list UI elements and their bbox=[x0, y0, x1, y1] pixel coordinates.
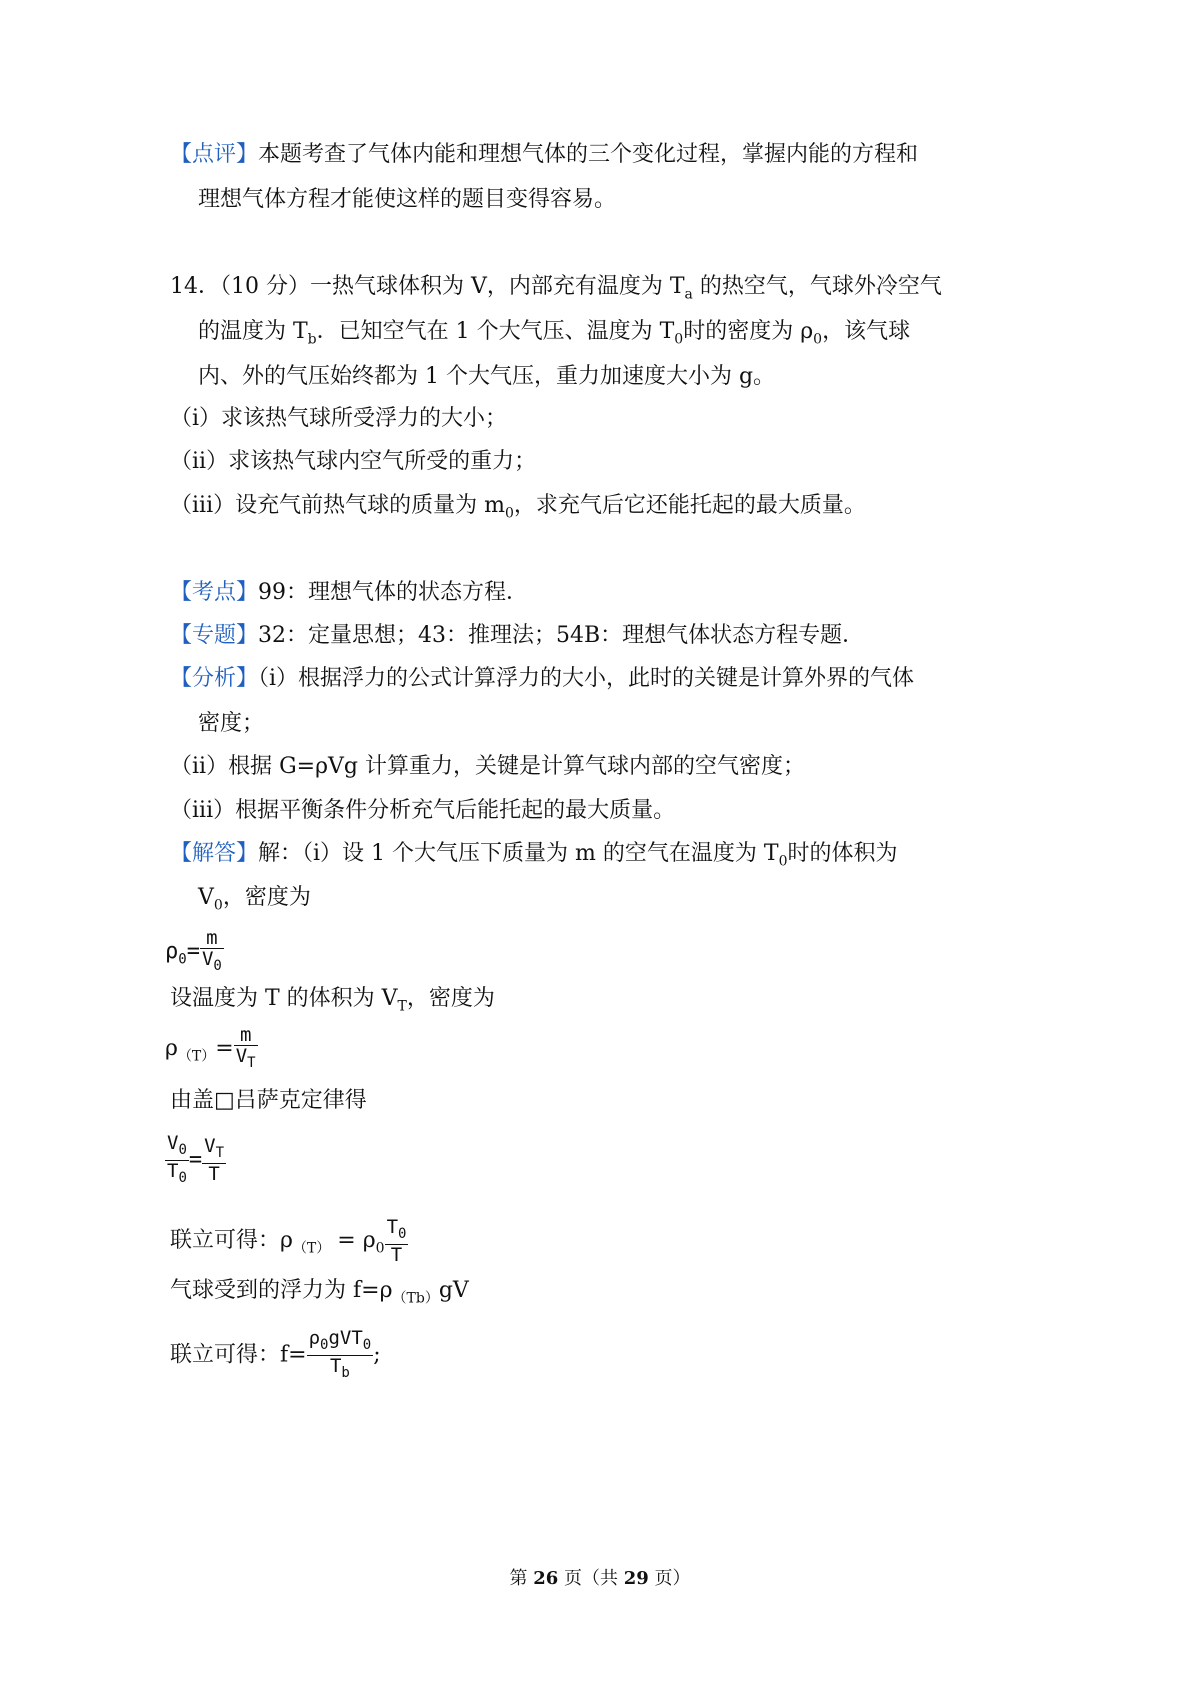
num-text: ρ bbox=[308, 1327, 321, 1349]
footer-text: 页（共 bbox=[558, 1568, 624, 1589]
numerator: m bbox=[234, 1025, 258, 1046]
problem-number: 14． bbox=[170, 274, 220, 299]
subscript: 0 bbox=[362, 1336, 372, 1353]
page-total: 29 bbox=[623, 1568, 649, 1589]
zhuanti-text: 32：定量思想；43：推理法；54B：理想气体状态方程专题． bbox=[258, 623, 865, 648]
jieda-text: 联立可得：ρ bbox=[170, 1228, 293, 1253]
subscript: a bbox=[684, 286, 693, 303]
subscript: 0 bbox=[398, 1225, 407, 1242]
fenxi-text: 密度； bbox=[198, 711, 265, 736]
problem-line-2 bbox=[198, 317, 910, 354]
fraction bbox=[200, 928, 224, 976]
review-tag: 【点评】 bbox=[170, 142, 259, 167]
problem-text: 的温度为 T bbox=[198, 319, 308, 344]
jieda-line-1 bbox=[170, 839, 898, 876]
question-3 bbox=[170, 491, 866, 528]
problem-text: 的热空气，气球外冷空气 bbox=[692, 274, 942, 299]
jieda-line-4 bbox=[170, 1086, 367, 1116]
jieda-text: 解：（i）设 1 个大气压下质量为 m 的空气在温度为 T bbox=[258, 841, 779, 866]
den-text: V bbox=[201, 948, 214, 970]
subscript: 0 bbox=[375, 1240, 385, 1257]
review-line-2 bbox=[198, 185, 616, 215]
fenxi-text: （i）根据浮力的公式计算浮力的大小，此时的关键是计算外界的气体 bbox=[258, 666, 915, 691]
denominator bbox=[234, 1046, 258, 1073]
fraction-buoyancy bbox=[307, 1328, 374, 1383]
problem-text: ，该气球 bbox=[822, 319, 911, 344]
question-text: （iii）设充气前热气球的质量为 m bbox=[170, 493, 505, 518]
problem-text: 内、外的气压始终都为 1 个大气压，重力加速度大小为 g。 bbox=[198, 364, 776, 389]
jieda-line-6 bbox=[170, 1276, 469, 1313]
question-2 bbox=[170, 447, 536, 477]
denominator: T bbox=[208, 1163, 220, 1186]
equation-density-0 bbox=[165, 928, 224, 979]
fenxi-text: （ii）根据 G=ρVg 计算重力，关键是计算气球内部的空气密度； bbox=[170, 754, 805, 779]
equals-sign: = bbox=[186, 938, 200, 964]
num-text: V bbox=[204, 1135, 216, 1158]
denominator: T bbox=[390, 1243, 403, 1266]
kaodian-line bbox=[170, 578, 528, 608]
jieda-text: 联立可得：f= bbox=[170, 1342, 307, 1368]
subscript: 0 bbox=[213, 897, 223, 914]
review-line-1 bbox=[170, 140, 918, 170]
subscript: b bbox=[341, 1364, 350, 1381]
subscript: （T） bbox=[292, 1240, 331, 1257]
equation-gay-lussac bbox=[165, 1133, 226, 1188]
footer-text: 页） bbox=[648, 1568, 691, 1589]
subscript: 0 bbox=[674, 331, 684, 348]
fenxi-line-2 bbox=[198, 709, 264, 739]
subscript: （Tb） bbox=[392, 1290, 439, 1307]
question-text: （i）求该热气球所受浮力的大小； bbox=[170, 406, 508, 431]
problem-line-3 bbox=[198, 362, 775, 392]
jieda-line-2 bbox=[198, 883, 311, 920]
subscript: （T） bbox=[177, 1048, 216, 1065]
zhuanti-line bbox=[170, 621, 864, 651]
jieda-text: 气球受到的浮力为 f=ρ bbox=[170, 1278, 393, 1303]
jieda-line-7 bbox=[170, 1328, 381, 1383]
problem-text: ．已知空气在 1 个大气压、温度为 T bbox=[316, 319, 675, 344]
jieda-text: = ρ bbox=[330, 1228, 376, 1253]
question-text: （ii）求该热气球内空气所受的重力； bbox=[170, 449, 537, 474]
question-1 bbox=[170, 404, 507, 434]
subscript: 0 bbox=[320, 1336, 329, 1353]
equals-sign: = bbox=[188, 1147, 203, 1173]
subscript: T bbox=[215, 1145, 225, 1162]
subscript: b bbox=[307, 331, 317, 348]
problem-text: （10 分）一热气球体积为 V，内部充有温度为 T bbox=[220, 274, 685, 299]
numerator bbox=[202, 1136, 226, 1164]
rho-symbol: ρ bbox=[165, 938, 179, 964]
numerator bbox=[307, 1328, 374, 1356]
jieda-text: ，密度为 bbox=[406, 986, 495, 1011]
fenxi-line-4 bbox=[170, 796, 675, 826]
page-footer bbox=[0, 1564, 1200, 1590]
subscript: T bbox=[247, 1054, 256, 1071]
numerator bbox=[165, 1133, 189, 1161]
fenxi-line-1 bbox=[170, 664, 914, 694]
jieda-text: ，密度为 bbox=[222, 885, 311, 910]
problem-text: 时的密度为 ρ bbox=[683, 319, 814, 344]
review-text-2: 理想气体方程才能使这样的题目变得容易。 bbox=[198, 187, 617, 212]
num-text: gVT bbox=[328, 1327, 363, 1349]
den-text: V bbox=[235, 1045, 248, 1067]
subscript: 0 bbox=[504, 505, 514, 522]
subscript: 0 bbox=[178, 1141, 187, 1158]
subscript: 0 bbox=[813, 331, 823, 348]
equation-density-t bbox=[165, 1025, 258, 1076]
subscript: 0 bbox=[178, 1169, 187, 1186]
denominator bbox=[165, 1161, 189, 1188]
problem-line-1 bbox=[170, 272, 942, 309]
num-text: T bbox=[386, 1216, 399, 1239]
jieda-text: gV bbox=[438, 1278, 469, 1303]
fenxi-text: （iii）根据平衡条件分析充气后能托起的最大质量。 bbox=[170, 798, 676, 823]
rho-symbol: ρ bbox=[165, 1035, 178, 1061]
jieda-text: 时的体积为 bbox=[787, 841, 898, 866]
subscript: 0 bbox=[213, 957, 222, 974]
subscript: 0 bbox=[778, 853, 788, 870]
jieda-tag: 【解答】 bbox=[170, 841, 259, 866]
jieda-text: 设温度为 T 的体积为 V bbox=[170, 986, 398, 1011]
den-text: T bbox=[329, 1354, 342, 1377]
zhuanti-tag: 【专题】 bbox=[170, 623, 259, 648]
denominator bbox=[200, 949, 224, 976]
denominator bbox=[307, 1356, 374, 1383]
fraction-left bbox=[165, 1133, 189, 1188]
den-text: T bbox=[167, 1159, 179, 1182]
fraction-right bbox=[202, 1136, 226, 1184]
review-text-1: 本题考查了气体内能和理想气体的三个变化过程，掌握内能的方程和 bbox=[258, 142, 919, 167]
jieda-line-3 bbox=[170, 984, 495, 1021]
numerator bbox=[385, 1217, 409, 1245]
fenxi-tag: 【分析】 bbox=[170, 666, 259, 691]
equals-sign: = bbox=[215, 1035, 234, 1061]
page-number: 26 bbox=[533, 1568, 559, 1589]
num-text: V bbox=[167, 1132, 179, 1154]
subscript: T bbox=[397, 998, 407, 1015]
question-text: ，求充气后它还能托起的最大质量。 bbox=[513, 493, 866, 518]
fraction bbox=[385, 1217, 409, 1265]
kaodian-tag: 【考点】 bbox=[170, 580, 259, 605]
subscript: 0 bbox=[178, 951, 187, 968]
fraction bbox=[234, 1025, 258, 1073]
numerator: m bbox=[200, 928, 224, 949]
fenxi-line-3 bbox=[170, 752, 805, 782]
kaodian-text: 99：理想气体的状态方程． bbox=[258, 580, 529, 605]
footer-text: 第 bbox=[509, 1568, 534, 1589]
jieda-text: 由盖□吕萨克定律得 bbox=[170, 1088, 367, 1113]
semicolon: ; bbox=[373, 1342, 381, 1368]
jieda-text: V bbox=[198, 885, 214, 910]
jieda-line-5 bbox=[170, 1217, 408, 1272]
